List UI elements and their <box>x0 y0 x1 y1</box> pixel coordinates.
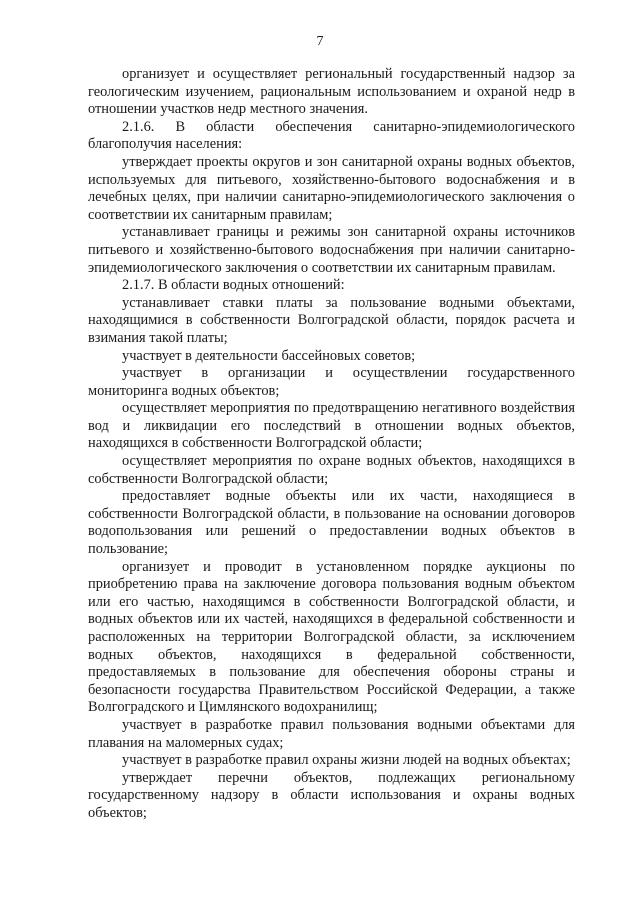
document-body <box>88 66 575 823</box>
paragraph: организует и осуществляет региональный государственный надзор за геологическим изучением, рациональным использованием и охраной недр в отношении участков недр местного значения. <box>88 66 575 118</box>
paragraph: утверждает проекты округов и зон санитарной охраны водных объектов, используемых для питьевого, хозяйственно-бытового водоснабжения и в лечебных целях, при наличии санитарно-эпидемиологического заключения о соответствии их санитарным правилам; <box>88 153 575 223</box>
section-heading: 2.1.7. В области водных отношений: <box>122 277 345 294</box>
paragraph: устанавливает границы и режимы зон санитарной охраны источников питьевого и хозяйственно-бытового водоснабжения при наличии санитарно-эпидемиологического заключения о соответствии их санитарным правилам. <box>88 224 575 276</box>
paragraph: участвует в деятельности бассейновых советов; <box>122 347 416 364</box>
paragraph: участвует в разработке правил охраны жизни людей на водных объектах; <box>122 752 571 769</box>
paragraph: устанавливает ставки платы за пользование водными объектами, находящимися в собственности Волгоградской области, порядок расчета и взимания такой платы; <box>88 294 575 346</box>
paragraph: организует и проводит в установленном порядке аукционы по приобретению права на заключение договора пользования водным объектом или его частью, находящимся в собственности Волгоградской области, и водных объектов или их частей, находящихся в федеральной собственности и расположенных на территории Волгоградской области, за исключением водных объектов, находящихся в федеральной собственности, предоставляемых в пользование для обеспечения обороны страны и безопасности государства Правительством Российской Федерации, а также Волгоградского и Цимлянского водохранилищ; <box>88 558 575 716</box>
paragraph: предоставляет водные объекты или их части, находящиеся в собственности Волгоградской области, в пользование на основании договоров водопользования или решений о предоставлении водных объектов в пользование; <box>88 488 575 558</box>
page-number: 7 <box>316 34 324 49</box>
paragraph: осуществляет мероприятия по охране водных объектов, находящихся в собственности Волгоградской области; <box>88 453 575 487</box>
paragraph: осуществляет мероприятия по предотвращению негативного воздействия вод и ликвидации его последствий в отношении водных объектов, находящихся в собственности Волгоградской области; <box>88 400 575 452</box>
paragraph: утверждает перечни объектов, подлежащих региональному государственному надзору в области использования и охраны водных объектов; <box>88 769 575 821</box>
paragraph: участвует в разработке правил пользования водными объектами для плавания на маломерных судах; <box>88 716 575 751</box>
paragraph: участвует в организации и осуществлении государственного мониторинга водных объектов; <box>88 365 575 399</box>
section-heading: 2.1.6. В области обеспечения санитарно-эпидемиологического благополучия населения: <box>88 118 575 153</box>
